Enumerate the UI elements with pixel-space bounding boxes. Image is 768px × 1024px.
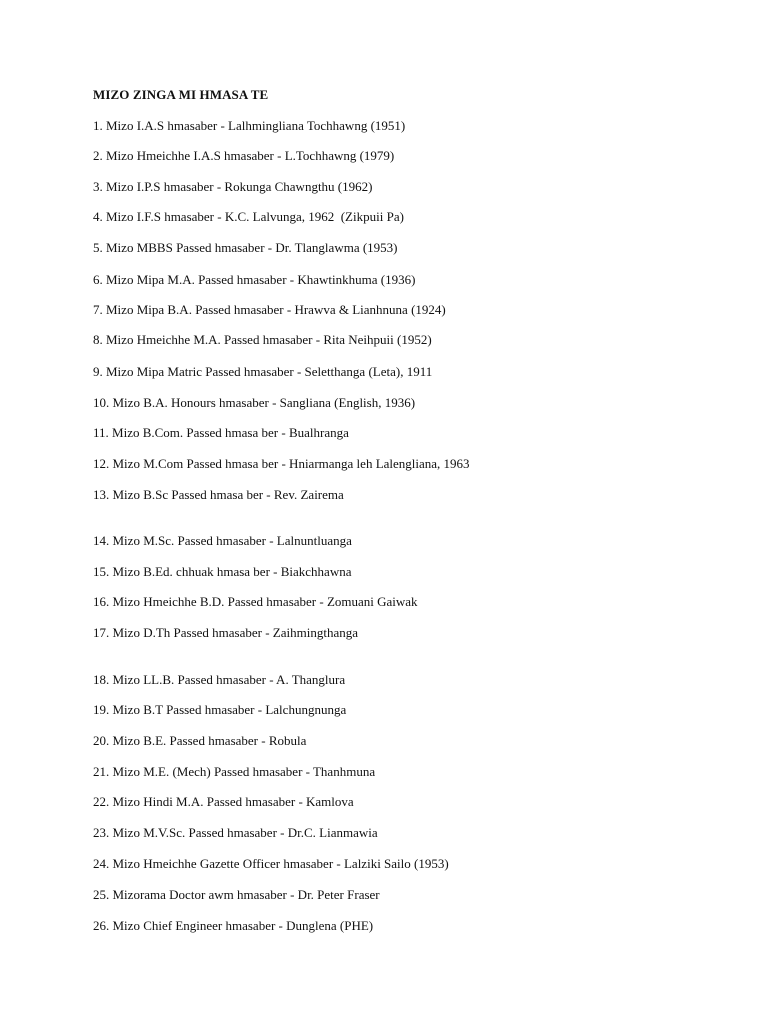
list-item: 23. Mizo M.V.Sc. Passed hmasaber - Dr.C. Lianmawia xyxy=(93,825,378,840)
list-item: 12. Mizo M.Com Passed hmasa ber - Hniarmanga leh Lalengliana, 1963 xyxy=(93,456,470,471)
list-item: 13. Mizo B.Sc Passed hmasa ber - Rev. Zairema xyxy=(93,487,344,502)
list-item: 14. Mizo M.Sc. Passed hmasaber - Lalnuntluanga xyxy=(93,533,352,548)
list-item: 10. Mizo B.A. Honours hmasaber - Sangliana (English, 1936) xyxy=(93,395,416,410)
list-item: 15. Mizo B.Ed. chhuak hmasa ber - Biakchhawna xyxy=(93,564,352,579)
list-item: 16. Mizo Hmeichhe B.D. Passed hmasaber - Zomuani Gaiwak xyxy=(93,594,418,609)
list-item: 3. Mizo I.P.S hmasaber - Rokunga Chawngthu (1962) xyxy=(93,179,373,194)
list-item: 22. Mizo Hindi M.A. Passed hmasaber - Kamlova xyxy=(93,794,354,809)
list-item: 2. Mizo Hmeichhe I.A.S hmasaber - L.Tochhawng (1979) xyxy=(93,148,395,163)
list-item: 7. Mizo Mipa B.A. Passed hmasaber - Hrawva & Lianhnuna (1924) xyxy=(93,302,446,317)
list-item: 24. Mizo Hmeichhe Gazette Officer hmasaber - Lalziki Sailo (1953) xyxy=(93,856,449,871)
list-item: 6. Mizo Mipa M.A. Passed hmasaber - Khawtinkhuma (1936) xyxy=(93,272,416,287)
list-item: 21. Mizo M.E. (Mech) Passed hmasaber - Thanhmuna xyxy=(93,764,376,779)
list-item: 11. Mizo B.Com. Passed hmasa ber - Bualhranga xyxy=(93,425,349,440)
document-title: MIZO ZINGA MI HMASA TE xyxy=(93,87,269,102)
list-item: 9. Mizo Mipa Matric Passed hmasaber - Seletthanga (Leta), 1911 xyxy=(93,364,433,379)
list-item: 4. Mizo I.F.S hmasaber - K.C. Lalvunga, 1962 (Zikpuii Pa) xyxy=(93,209,404,224)
list-item: 8. Mizo Hmeichhe M.A. Passed hmasaber - Rita Neihpuii (1952) xyxy=(93,332,432,347)
list-item: 18. Mizo LL.B. Passed hmasaber - A. Thanglura xyxy=(93,672,346,687)
list-item: 26. Mizo Chief Engineer hmasaber - Dunglena (PHE) xyxy=(93,918,374,933)
list-item: 25. Mizorama Doctor awm hmasaber - Dr. Peter Fraser xyxy=(93,887,380,902)
list-item: 19. Mizo B.T Passed hmasaber - Lalchungnunga xyxy=(93,702,347,717)
list-item: 5. Mizo MBBS Passed hmasaber - Dr. Tlanglawma (1953) xyxy=(93,240,398,255)
list-item: 17. Mizo D.Th Passed hmasaber - Zaihmingthanga xyxy=(93,625,358,640)
list-item: 20. Mizo B.E. Passed hmasaber - Robula xyxy=(93,733,307,748)
list-item: 1. Mizo I.A.S hmasaber - Lalhmingliana Tochhawng (1951) xyxy=(93,118,406,133)
